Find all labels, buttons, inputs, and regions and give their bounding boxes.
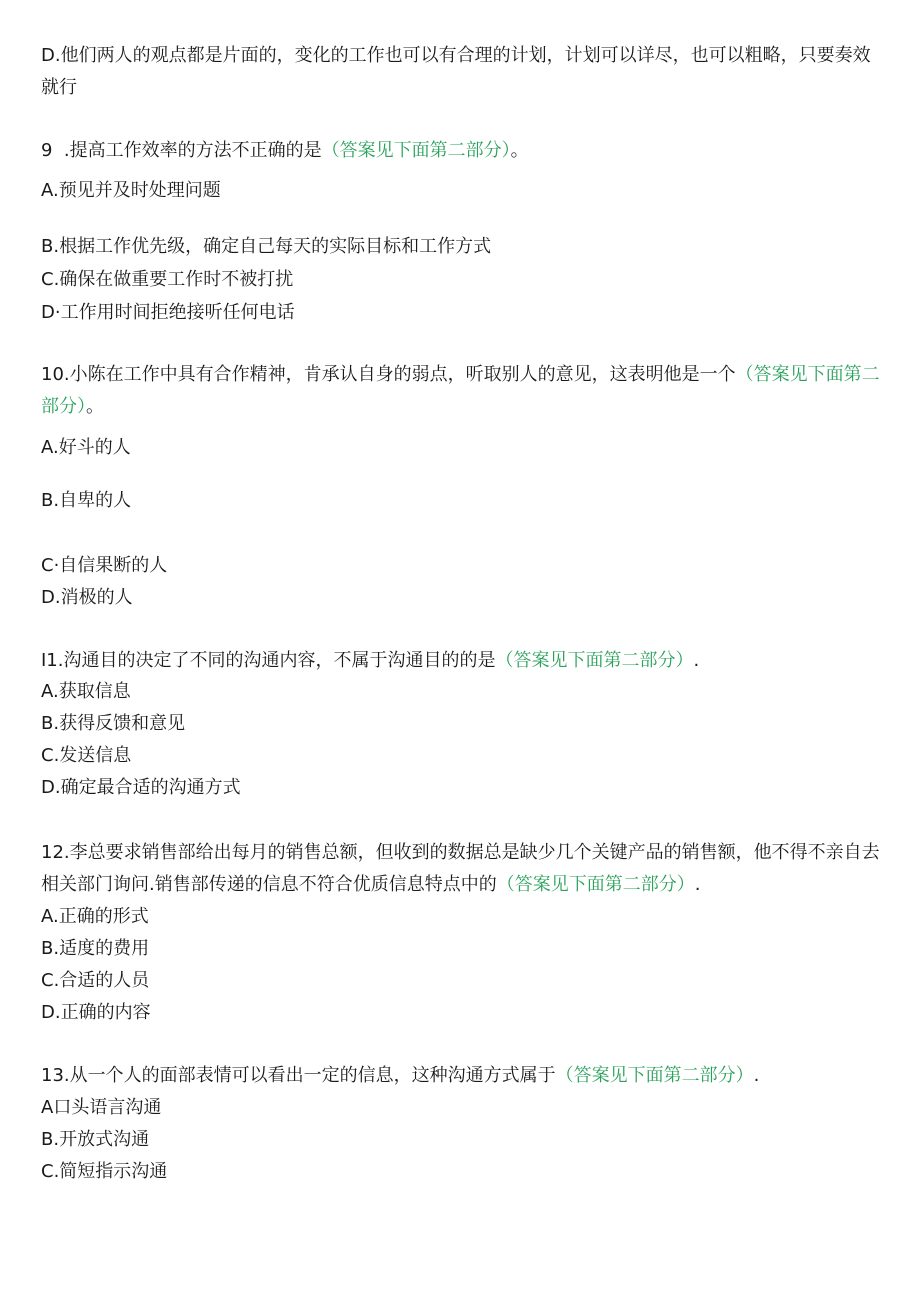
q11-option-d: D.确定最合适的沟通方式 <box>41 777 241 798</box>
q10-answer-hint: （答案见下面第二部分） <box>41 364 880 417</box>
q13-stem <box>41 1060 881 1092</box>
q12-option-c: C.合适的人员 <box>41 970 150 991</box>
q11-option-c: C.发送信息 <box>41 745 132 766</box>
q13-stem-end: . <box>753 1065 760 1086</box>
q11-option-a: A.获取信息 <box>41 681 131 702</box>
q9-stem-end: 。 <box>510 140 529 161</box>
q11-stem <box>41 645 881 677</box>
q12-stem <box>41 837 881 901</box>
q12-answer-hint: （答案见下面第二部分） <box>496 874 695 895</box>
q10-option-d: D.消极的人 <box>41 587 133 608</box>
q10-stem-text: 10.小陈在工作中具有合作精神，肯承认自身的弱点，听取别人的意见，这表明他是一个 <box>41 364 736 385</box>
q13-stem-text: 13.从一个人的面部表情可以看出一定的信息，这种沟通方式属于 <box>41 1065 556 1086</box>
q11-answer-hint: （答案见下面第二部分） <box>495 650 694 671</box>
q11-option-b: B.获得反馈和意见 <box>41 713 186 734</box>
q12-option-b: B.适度的费用 <box>41 938 150 959</box>
q12-stem-end: . <box>694 874 701 895</box>
q8-option-d: D.他们两人的观点都是片面的，变化的工作也可以有合理的计划，计划可以详尽，也可以粗略，只要奏效就行 <box>41 45 871 98</box>
q12-option-a: A.正确的形式 <box>41 906 149 927</box>
q11-stem-end: . <box>693 650 700 671</box>
q9-option-c: C.确保在做重要工作时不被打扰 <box>41 269 294 290</box>
q10-option-c: C·自信果断的人 <box>41 555 168 576</box>
q12-stem-text: 12.李总要求销售部给出每月的销售总额，但收到的数据总是缺少几个关键产品的销售额，他不得不亲自去相关部门询问.销售部传递的信息不符合优质信息特点中的 <box>41 842 880 895</box>
q9-answer-hint: （答案见下面第二部分） <box>321 140 511 161</box>
q12-option-d: D.正确的内容 <box>41 1002 151 1023</box>
q13-option-b: B.开放式沟通 <box>41 1129 150 1150</box>
q13-option-c: C.简短指示沟通 <box>41 1161 168 1182</box>
q10-stem <box>41 359 881 423</box>
q9-option-d: D·工作用时间拒绝接听任何电话 <box>41 302 295 323</box>
q11-stem-text: I1.沟通目的决定了不同的沟通内容，不属于沟通目的的是 <box>41 650 496 671</box>
q10-stem-end: 。 <box>86 396 104 417</box>
q9-option-a: A.预见并及时处理问题 <box>41 180 221 201</box>
q9-option-b: B.根据工作优先级，确定自己每天的实际目标和工作方式 <box>41 236 492 257</box>
q9-stem <box>41 135 881 167</box>
q13-answer-hint: （答案见下面第二部分） <box>555 1065 754 1086</box>
q10-option-b: B.自卑的人 <box>41 490 132 511</box>
q13-option-a: A口头语言沟通 <box>41 1097 162 1118</box>
q10-option-a: A.好斗的人 <box>41 437 131 458</box>
q9-stem-text: 9 .提高工作效率的方法不正确的是 <box>41 140 322 161</box>
